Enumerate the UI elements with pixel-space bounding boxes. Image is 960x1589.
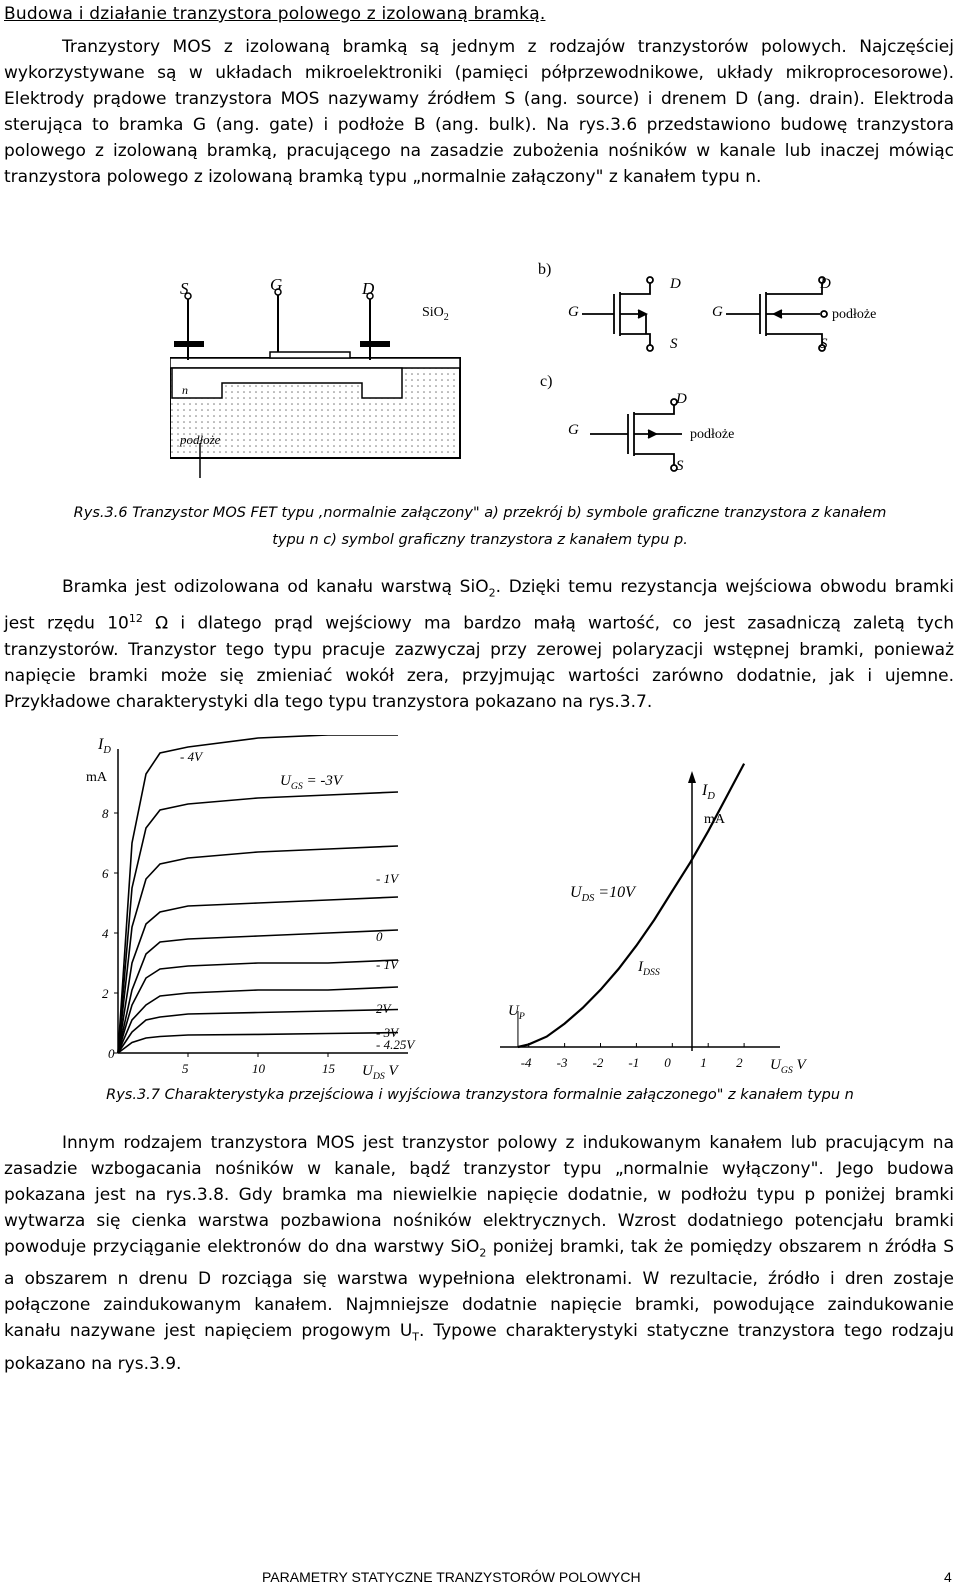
up-label: $U_P$ xyxy=(508,1003,525,1022)
curve-label: 2V xyxy=(376,1001,391,1016)
label-s-b2: S xyxy=(820,336,828,352)
page-number: 4 xyxy=(944,1569,952,1585)
curve-label: 0 xyxy=(376,929,383,944)
gate-metal xyxy=(270,352,350,358)
x-tick-label: 0 xyxy=(664,1055,671,1070)
x-axis-label: $U_{DS}$ V xyxy=(362,1063,398,1080)
y-tick-label: 4 xyxy=(102,926,109,941)
curve-label: - 1V xyxy=(376,871,399,886)
symbol-p-channel xyxy=(590,399,682,471)
series-line-5 xyxy=(118,960,398,1053)
label-s: S xyxy=(180,279,189,298)
label-n: n xyxy=(182,383,188,397)
condition-label: $U_{DS} =10V$ xyxy=(570,884,635,904)
caption-3-6-line2: typu n c) symbol graficzny tranzystora z kanałem typu p. xyxy=(272,532,688,548)
paragraph-3: Innym rodzajem tranzystora MOS jest tranzystor polowy z indukowanym kanałem lub pracującym na zasadzie wzbogacania nośników w kanale, bądź tranzystor typu „normalnie wyłączony". Jego budowa pokazana jest na rys.3.8. Gdy bramka ma niewielkie napięcie dodatnie, w podłożu typu p poniżej bramki wytwarza się cienka warstwa pozbawiona nośników elektrycznych. Wzrost dodatniego potencjału bramki powoduje przyciąganie elektronów do dna warstwy SiO$_2$ poniżej bramki, tak że pomiędzy obszarem n źródła S a obszarem n drenu D rozciąga się warstwa wypełniona elektronami. W rezultacie, źródło i dren zostaje połączone zaindukowanym kanałem. Najmniejsze dodatnie napięcie bramki, powodujące zaindukowanie kanału nazywane jest napięciem progowym $U_T$. Typowe charakterystyki statyczne tranzystora tego rodzaju pokazano na rys.3.9. xyxy=(4,1133,955,1374)
label-substrate-c: podłoże xyxy=(690,427,735,442)
y-unit-label: mA xyxy=(86,770,107,785)
x-tick-label: 10 xyxy=(252,1061,265,1076)
intro-paragraph xyxy=(4,34,954,190)
x-axis-label: $U_{GS}$ V xyxy=(770,1057,806,1076)
label-g: G xyxy=(270,275,283,294)
x-tick-label: -4 xyxy=(520,1055,532,1070)
series-line-2 xyxy=(118,846,398,1053)
x-tick-label: 2 xyxy=(736,1055,743,1070)
label-sio2: SiO$_2$ xyxy=(422,305,449,323)
label-g-b1: G xyxy=(568,304,579,320)
y-tick-label: 8 xyxy=(102,806,109,821)
y-tick-label: 0 xyxy=(108,1046,115,1061)
label-d: D xyxy=(362,279,375,298)
figure-3-6 xyxy=(170,258,950,493)
x-tick-label: 5 xyxy=(182,1061,189,1076)
curve-label: - 4.25V xyxy=(376,1037,415,1052)
oxide-layer xyxy=(170,358,460,368)
transfer-curve xyxy=(518,764,744,1047)
paragraph-2: Bramka jest odizolowana od kanału warstwą SiO$_2$. Dzięki temu rezystancja wejściowa obwodu bramki jest rzędu $10^{12}$ Ω i dlatego prąd wejściowy ma bardzo małą wartość, co jest zasadniczą zaletą tych tranzystorów. Tranzystor tego typu pracuje zazwyczaj przy zerowej polaryzacji wstępnej bramki, ponieważ napięcie bramki może się zmieniać wokół zera, przyjmując wartości zarówno dodatnie, jak i ujemne. Przykładowe charakterystyki dla tego typu tranzystora pokazano na rys.3.7. xyxy=(4,577,954,713)
series-line-8 xyxy=(118,1033,398,1053)
mosfet-cross-section xyxy=(170,275,460,478)
y-axis-label: $I_D$ xyxy=(702,782,715,802)
y-axis-arrow xyxy=(688,771,696,783)
caption-3-6 xyxy=(0,500,960,554)
series-line-1 xyxy=(118,792,398,1053)
symbol-n-channel-2 xyxy=(726,277,827,351)
figure-3-7 xyxy=(80,735,940,1080)
series-line-3 xyxy=(118,897,398,1053)
intro-text: Tranzystory MOS z izolowaną bramką są jednym z rodzajów tranzystorów polowych. Najczęściej wykorzystywane są w układach mikroelektroniki (pamięci półprzewodnikowe, układy mikroprocesorowe). Elektrody prądowe tranzystora MOS nazywamy źródłem S (ang. source) i drenem D (ang. drain). Elektroda sterująca to bramka G (ang. gate) i podłoże B (ang. bulk). Na rys.3.6 przedstawiono budowę tranzystora polowego z izolowaną bramką, pracującego na zasadzie zubożenia nośników w kanale lub inaczej mówiąc tranzystora polowego z izolowaną bramką typu „normalnie załączony" z kanałem typu n. xyxy=(4,37,954,187)
symbol-n-channel-1 xyxy=(582,277,653,351)
curve-label: - 1V xyxy=(376,957,399,972)
label-c: c) xyxy=(540,373,553,390)
caption-3-7: Rys.3.7 Charakterystyka przejściowa i wyjściowa tranzystora formalnie załączonego" z kanałem typu n xyxy=(106,1087,854,1103)
label-d-b1: D xyxy=(670,276,681,292)
label-g-b2: G xyxy=(712,304,723,320)
x-tick-label: 1 xyxy=(700,1055,707,1070)
y-axis-label: $I_D$ xyxy=(98,736,111,756)
page-footer: PARAMETRY STATYCZNE TRANZYSTORÓW POLOWYCH xyxy=(262,1569,641,1585)
label-b: b) xyxy=(538,261,552,278)
transfer-characteristics xyxy=(500,764,808,1076)
x-tick-label: -1 xyxy=(628,1055,640,1070)
label-s-b1: S xyxy=(670,336,678,352)
output-characteristics xyxy=(86,735,416,1080)
series-line-0 xyxy=(118,735,398,1053)
param-label: $U_{GS} = -3V$ xyxy=(280,773,343,792)
y-tick-label: 2 xyxy=(102,986,109,1001)
label-d-c: D xyxy=(676,391,687,407)
x-tick-label: -3 xyxy=(556,1055,568,1070)
x-tick-label: 15 xyxy=(322,1061,335,1076)
x-tick-label: -2 xyxy=(592,1055,604,1070)
curve-label: - 3V xyxy=(376,1025,399,1040)
label-substrate: podłoże xyxy=(180,432,221,447)
idss-label: $I_{DSS}$ xyxy=(638,959,660,978)
label-g-c: G xyxy=(568,422,579,438)
drain-contact xyxy=(360,341,390,347)
series-line-7 xyxy=(118,1010,398,1054)
label-s-c: S xyxy=(676,458,684,474)
page-title: Budowa i działanie tranzystora polowego z izolowaną bramką. xyxy=(4,4,546,24)
y-unit-label: mA xyxy=(704,812,725,827)
label-d-b2: D xyxy=(820,276,831,292)
curve-label: - 4V xyxy=(180,749,203,764)
caption-3-6-line1: Rys.3.6 Tranzystor MOS FET typu ‚normalnie załączony" a) przekrój b) symbole graficzne tranzystora z kanałem xyxy=(73,505,887,521)
y-tick-label: 6 xyxy=(102,866,109,881)
series-line-6 xyxy=(118,987,398,1053)
label-substrate-b2: podłoże xyxy=(832,307,877,322)
